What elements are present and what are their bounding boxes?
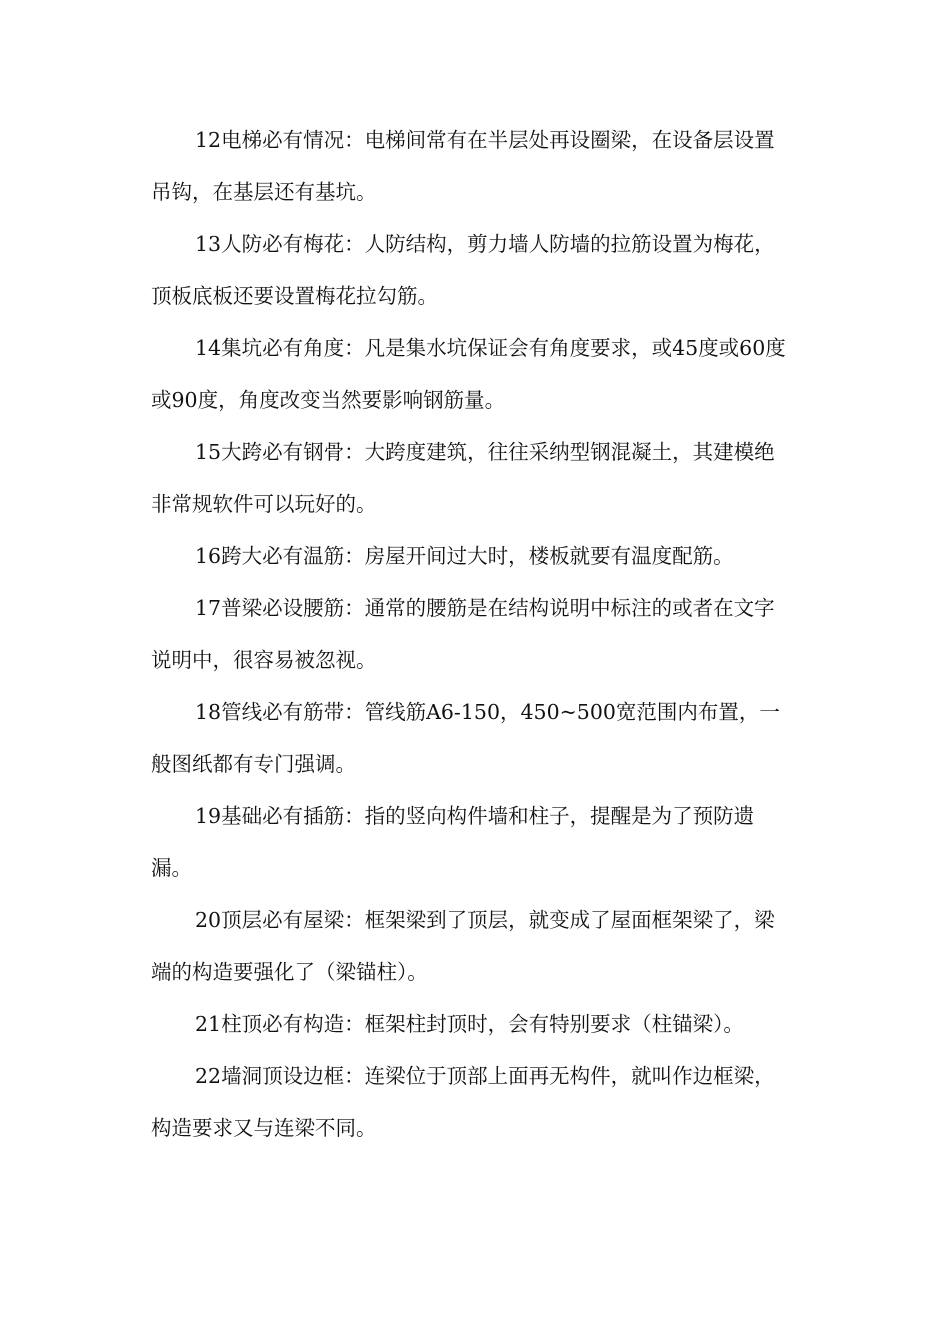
paragraph-18-pipeline-rebar: 18管线必有筋带：管线筋A6-150，450~500宽范围内布置，一般图纸都有专门强调。 [151, 700, 780, 776]
paragraph-12-elevator: 12电梯必有情况：电梯间常有在半层处再设圈梁，在设备层设置吊钩，在基层还有基坑。 [151, 128, 775, 204]
paragraph-16-temperature-rebar: 16跨大必有温筋：房屋开间过大时，楼板就要有温度配筋。 [195, 544, 734, 568]
paragraph-19-starter-bars: 19基础必有插筋：指的竖向构件墙和柱子，提醒是为了预防遗漏。 [151, 804, 755, 880]
document-body [151, 114, 791, 1154]
paragraph-22-edge-frame: 22墙洞顶设边框：连梁位于顶部上面再无构件，就叫作边框梁，构造要求又与连梁不同。 [151, 1064, 775, 1140]
paragraph-21-column-top: 21柱顶必有构造：框架柱封顶时，会有特别要求（柱锚梁）。 [195, 1012, 744, 1036]
paragraph-20-roof-beam: 20顶层必有屋梁：框架梁到了顶层，就变成了屋面框架梁了，梁端的构造要强化了（梁锚柱）。 [151, 908, 775, 984]
paragraph-17-waist-rebar: 17普梁必设腰筋：通常的腰筋是在结构说明中标注的或者在文字说明中，很容易被忽视。 [151, 596, 775, 672]
paragraph-15-large-span: 15大跨必有钢骨：大跨度建筑，往往采纳型钢混凝土，其建模绝非常规软件可以玩好的。 [151, 440, 775, 516]
paragraph-14-sump-pit: 14集坑必有角度：凡是集水坑保证会有角度要求，或45度或60度或90度，角度改变当然要影响钢筋量。 [151, 336, 786, 412]
paragraph-13-civil-defense: 13人防必有梅花：人防结构，剪力墙人防墙的拉筋设置为梅花，顶板底板还要设置梅花拉勾筋。 [151, 232, 775, 308]
